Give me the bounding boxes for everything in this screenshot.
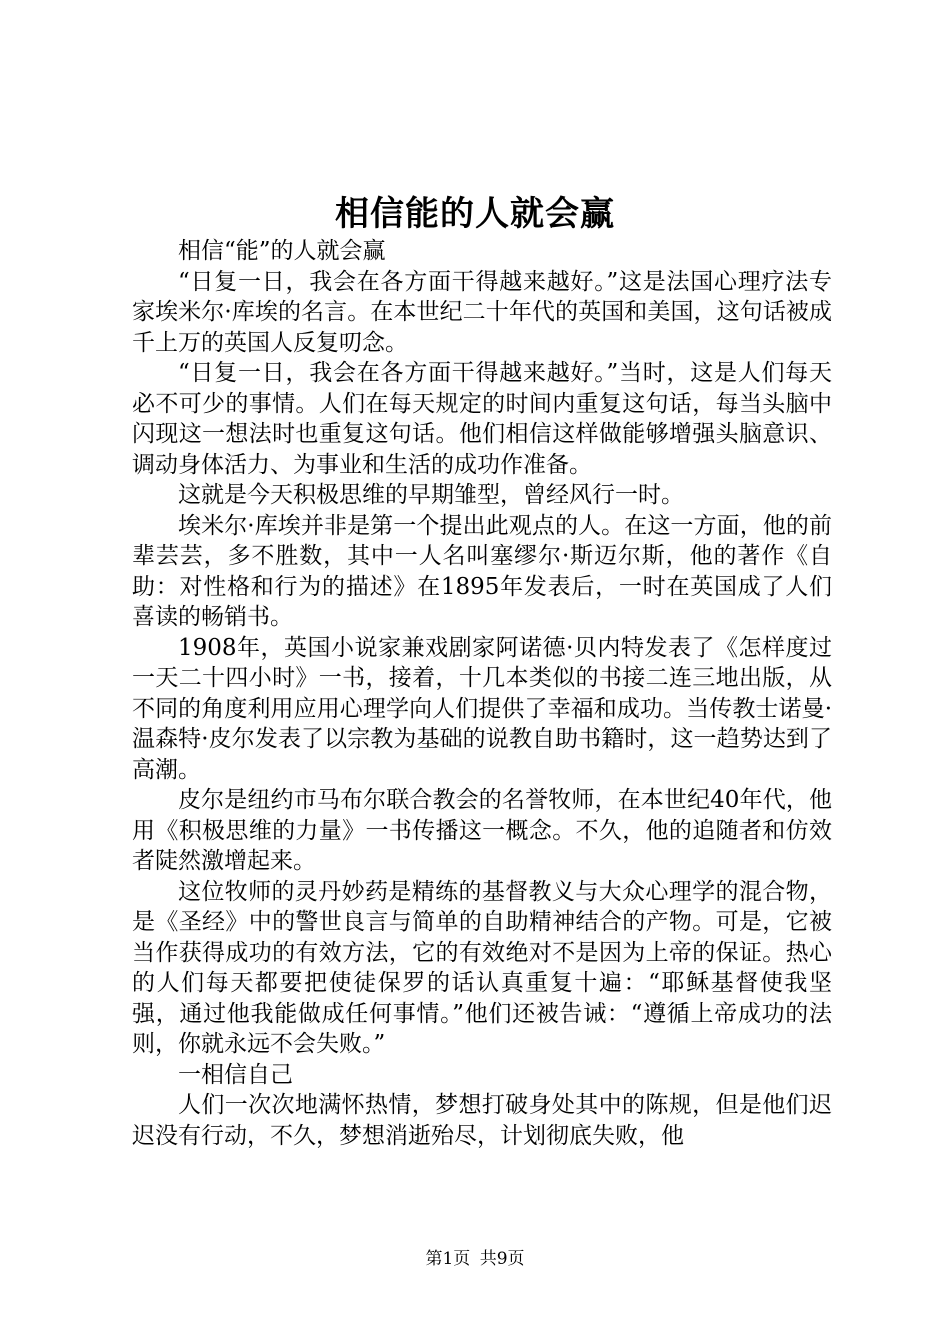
paragraph: 皮尔是纽约市马布尔联合教会的名誉牧师，在本世纪40年代，他用《积极思维的力量》一书传播这一概念。不久，他的追随者和仿效者陡然激增起来。: [132, 787, 832, 874]
page-number: 第1页: [425, 1249, 471, 1269]
document-body: [132, 236, 832, 1151]
paragraph: 这位牧师的灵丹妙药是精练的基督教义与大众心理学的混合物，是《圣经》中的警世良言与简单的自助精神结合的产物。可是，它被当作获得成功的有效方法，它的有效绝对不是因为上帝的保证。热心的人们每天都要把使徒保罗的话认真重复十遍：“耶稣基督使我坚强，通过他我能做成任何事情。”他们还被告诫：“遵循上帝成功的法则，你就永远不会失败。”: [132, 878, 832, 1057]
paragraph: “日复一日，我会在各方面干得越来越好。”这是法国心理疗法专家埃米尔·库埃的名言。在本世纪二十年代的英国和美国，这句话被成千上万的英国人反复叨念。: [132, 268, 832, 356]
paragraph: 埃米尔·库埃并非是第一个提出此观点的人。在这一方面，他的前辈芸芸，多不胜数，其中一人名叫塞缪尔·斯迈尔斯，他的著作《自助：对性格和行为的描述》在1895年发表后，一时在英国成了人们喜读的畅销书。: [132, 512, 832, 630]
paragraph-subtitle: 相信“能”的人就会赢: [178, 238, 386, 264]
paragraph: 1908年，英国小说家兼戏剧家阿诺德·贝内特发表了《怎样度过一天二十四小时》一书，接着，十几本类似的书接二连三地出版，从不同的角度利用应用心理学向人们提供了幸福和成功。当传教士诺曼·温森特·皮尔发表了以宗教为基础的说教自助书籍时，这一趋势达到了高潮。: [132, 634, 832, 783]
document-title: 相信能的人就会赢: [335, 194, 615, 234]
page-total: 共9页: [479, 1249, 525, 1269]
paragraph: 这就是今天积极思维的早期雏型，曾经风行一时。: [178, 482, 684, 508]
page-footer: [0, 1244, 950, 1269]
paragraph: “日复一日，我会在各方面干得越来越好。”当时，这是人们每天必不可少的事情。人们在每天规定的时间内重复这句话，每当头脑中闪现这一想法时也重复这句话。他们相信这样做能够增强头脑意识、调动身体活力、为事业和生活的成功作准备。: [132, 360, 832, 478]
paragraph: 人们一次次地满怀热情，梦想打破身处其中的陈规，但是他们迟迟没有行动，不久，梦想消逝殆尽，计划彻底失败，他: [132, 1092, 832, 1149]
section-heading: 一相信自己: [178, 1061, 293, 1088]
